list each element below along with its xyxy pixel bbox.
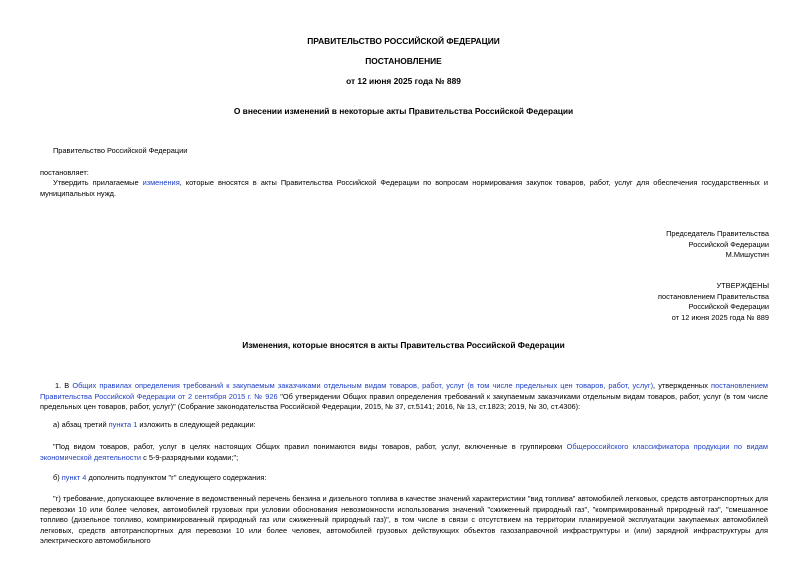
decree-title: О внесении изменений в некоторые акты Правительства Российской Федерации <box>233 106 574 116</box>
item-1-number: 1. В <box>55 381 73 390</box>
item-b-start: б) <box>53 473 62 482</box>
decree-926-link[interactable]: постановлением Правительства Российской Федерации от 2 сентября 2015 г. № 926 <box>40 381 769 401</box>
item-a-start: а) абзац третий <box>53 420 109 429</box>
intro-text-start: Утвердить прилагаемые <box>53 178 143 187</box>
general-rules-link[interactable]: Общих правилах определения требований к закупаемым заказчиками отдельным видам товаров, работ, услуг (в том числе предельных цен товаров, работ, услуг) <box>72 381 654 390</box>
quote-a-end: с 5-9-разрядными кодами;"; <box>141 452 239 462</box>
signature-country: Российской Федерации <box>688 239 769 249</box>
government-name: Правительство Российской Федерации <box>53 146 188 155</box>
point-1-link[interactable]: пункта 1 <box>108 420 138 429</box>
item-a-paragraph <box>40 420 768 431</box>
item-1-quote: "Об утверждении Общих правил определения требований к закупаемым заказчиками отдельным видам товаров, работ, услуг (в том числе предельных цен товаров, работ, услуг)" (Собрание законодательства Российской Федерации, 2015, № 37, ст.5141; 2016, № 13, ст.1823; 2019, № 30, ст.4306): <box>40 391 768 412</box>
item-b-end: дополнить подпунктом "г" следующего содержания: <box>86 473 267 482</box>
quote-a-start: "Под видом товаров, работ, услуг в целях настоящих Общих правил понимаются виды товаров, работ, услуг, включенные в группировки <box>53 442 567 451</box>
quote-a-paragraph <box>40 442 768 463</box>
approval-by: постановлением Правительства <box>658 291 769 301</box>
signature-name: М.Мишустин <box>725 250 769 260</box>
item-b-paragraph <box>40 473 768 484</box>
changes-link[interactable]: изменения <box>142 178 180 187</box>
government-heading: ПРАВИТЕЛЬСТВО РОССИЙСКОЙ ФЕДЕРАЦИИ <box>307 36 500 46</box>
approval-country: Российской Федерации <box>688 302 769 312</box>
resolves-label: постановляет: <box>40 168 89 177</box>
signature-position: Председатель Правительства <box>666 229 769 238</box>
approval-block <box>469 281 769 323</box>
point-4-link[interactable]: пункт 4 <box>61 473 87 482</box>
signature-block <box>469 229 769 261</box>
approval-date: от 12 июня 2025 года № 889 <box>671 312 769 322</box>
item-1-paragraph <box>40 381 768 413</box>
decree-heading: ПОСТАНОВЛЕНИЕ <box>365 56 442 66</box>
decree-date: от 12 июня 2025 года № 889 <box>346 76 461 86</box>
quote-b-paragraph: "г) требование, допускающее включение в ведомственный перечень бензина и дизельного топлива в качестве значений характеристики "вид топлива" автомобилей легковых, средств автотранспортных для перевозки 10 или более человек, автомобилей грузовых при условии обоснования невозможности использования значений "сжиженный природный газ", "компримированный природный газ", "смешанное топливо (дизельное топливо, компримированный природный газ или сжиженный природный газ)", в том числе в связи с отсутствием на территории планируемой эксплуатации закупаемых автомобилей легковых, средств автотранспортных для перевозки 10 или более человек, автомобилей грузовых действующих объектов газозаправочной инфраструктуры и (или) зарядной инфраструктуры для электрического автомобильного <box>40 494 768 546</box>
intro-paragraph <box>40 178 768 199</box>
okpd-classifier-link[interactable]: Общероссийского классификатора продукции по видам экономической деятельности <box>40 442 768 462</box>
approval-title: УТВЕРЖДЕНЫ <box>716 281 769 290</box>
intro-text-end: , которые вносятся в акты Правительства Российской Федерации по вопросам нормирования закупок товаров, работ, услуг для обеспечения государственных и муниципальных нужд. <box>40 178 768 198</box>
item-a-end: изложить в следующей редакции: <box>137 420 256 429</box>
changes-title: Изменения, которые вносятся в акты Правительства Российской Федерации <box>242 340 565 350</box>
item-1-middle: , утвержденных <box>653 381 712 390</box>
